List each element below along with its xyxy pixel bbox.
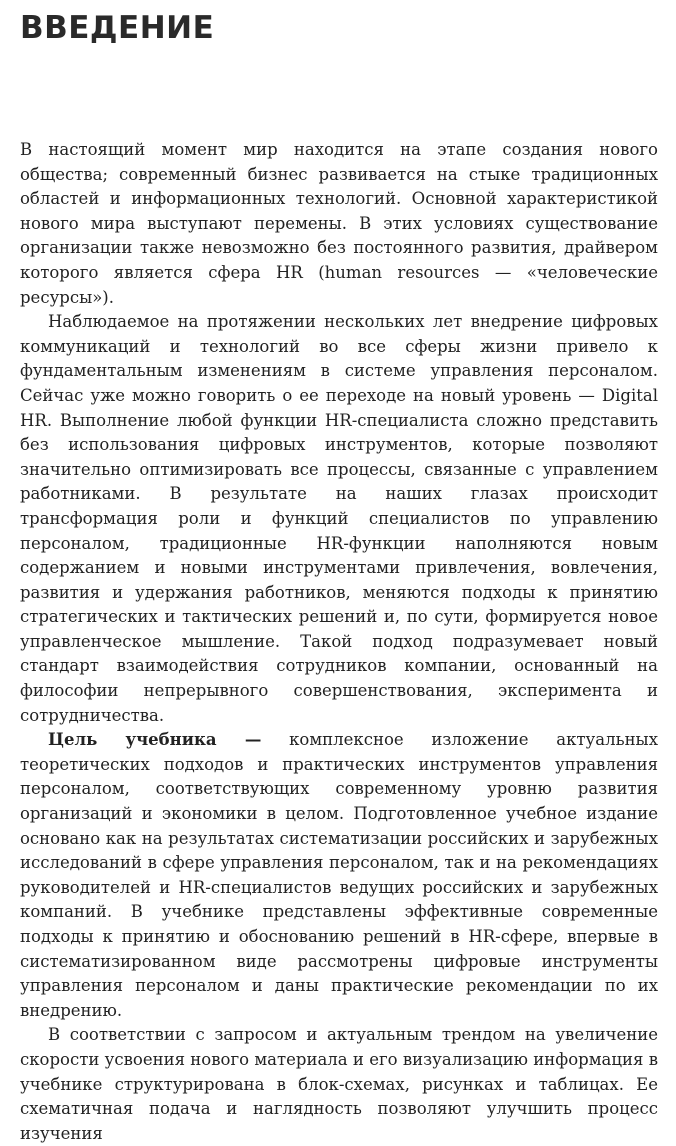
paragraph-3-lead-in: Цель учебника — (48, 730, 262, 750)
paragraph-3-text: комплексное изложение актуальных теоретических подходов и практических инструментов управления персоналом, соответствующих современному уровню развития организаций и экономики в целом. Подготовленное учебное издание основано как на результатах систематизации российских и зарубежных исследований в сфере управления персоналом, так и на рекомендациях руководителей и HR-специалистов ведущих российских и зарубежных компаний. В учебнике представлены эффективные современные подходы к принятию и обоснованию решений в HR-сфере, впервые в систематизированном виде рассмотрены цифровые инструменты управления персоналом и даны практические рекомендации по их внедрению. (20, 730, 658, 1020)
paragraph-1: В настоящий момент мир находится на этапе создания нового общества; современный бизнес развивается на стыке традиционных областей и информационных технологий. Основной характеристикой нового мира выступают перемены. В этих условиях существование организации также невозможно без постоянного развития, драйвером которого является сфера HR (human resources — «человеческие ресурсы»). (20, 140, 658, 307)
paragraph-2: Наблюдаемое на протяжении нескольких лет внедрение цифровых коммуникаций и технологий во все сферы жизни привело к фундаментальным изменениям в системе управления персоналом. Сейчас уже можно говорить о ее переходе на новый уровень — Digital HR. Выполнение любой функции HR-специалиста сложно представить без использования цифровых инструментов, которые позволяют значительно оптимизировать все процессы, связанные с управлением работниками. В результате на наших глазах происходит трансформация роли и функций специалистов по управлению персоналом, традиционные HR-функции наполняются новым содержанием и новыми инструментами привлечения, вовлечения, развития и удержания работников, меняются подходы к принятию стратегических и тактических решений и, по сути, формируется новое управленческое мышление. Такой подход подразумевает новый стандарт взаимодействия сотрудников компании, основанный на философии непрерывного совершенствования, эксперимента и сотрудничества. (20, 312, 658, 725)
chapter-title: ВВЕДЕНИЕ (20, 10, 215, 46)
body-text (20, 138, 658, 1146)
paragraph-3 (20, 728, 658, 1023)
paragraph-4: В соответствии с запросом и актуальным трендом на увеличение скорости усвоения нового материала и его визуализацию информация в учебнике структурирована в блок-схемах, рисунках и таблицах. Ее схематичная подача и наглядность позволяют улучшить процесс изучения (20, 1025, 658, 1143)
